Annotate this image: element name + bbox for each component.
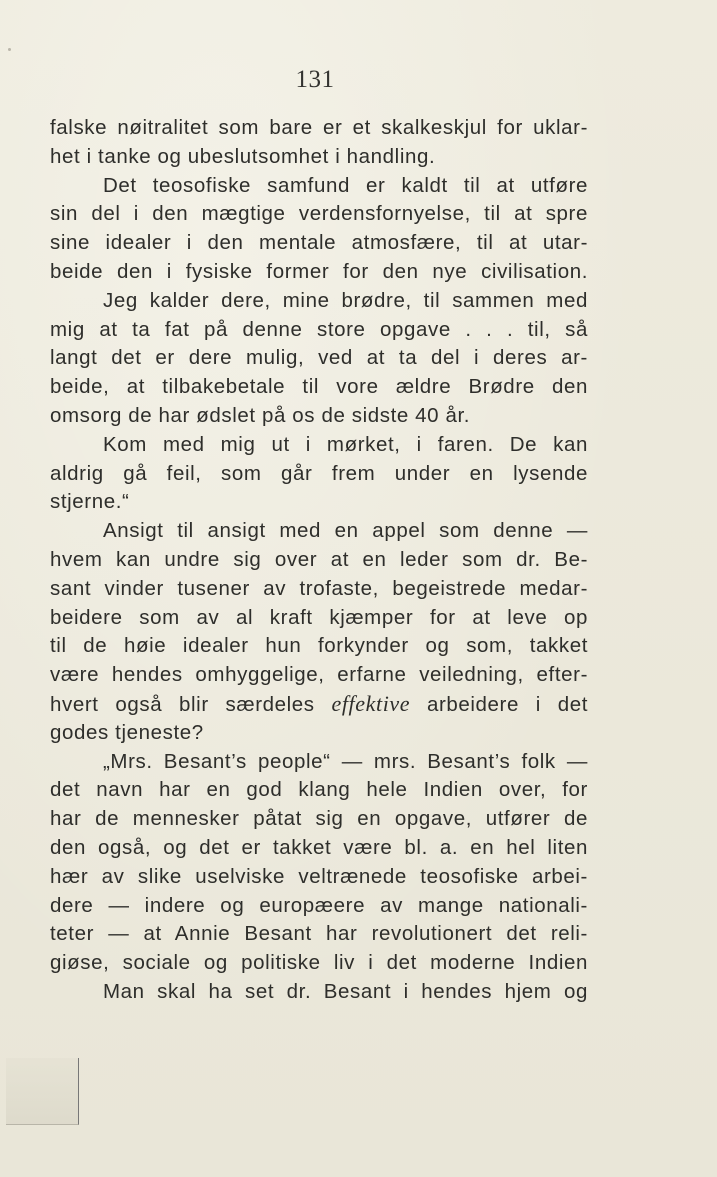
scan-corner-mark: [6, 1058, 79, 1125]
text-line: beide den i fysiske former for den nye civilisation.: [50, 259, 588, 283]
body-text: [50, 114, 588, 1007]
text-line: beidere som av al kraft kjæmper for at leve op: [50, 605, 588, 629]
text-line: sine idealer i den mentale atmosfære, til at utar-: [50, 231, 588, 255]
text-line: falske nøitralitet som bare er et skalkeskjul for uklar-: [50, 116, 588, 139]
text-line: være hendes omhyggelige, erfarne veiledning, efter-: [50, 663, 588, 687]
text-line: stjerne.“: [50, 490, 130, 514]
text-line: sin del i den mægtige verdensfornyelse, til at spre: [50, 202, 588, 226]
page-number: 131: [295, 66, 335, 93]
text-line: Jeg kalder dere, mine brødre, til sammen med: [103, 288, 588, 312]
text-line: mig at ta fat på denne store opgave . . . til, så: [50, 317, 588, 341]
paper-speck: [8, 48, 11, 51]
text-line: Man skal ha set dr. Besant i hendes hjem og: [103, 979, 588, 1003]
text-line: til de høie idealer hun forkynder og som, takket: [50, 634, 588, 658]
text-line: omsorg de har ødslet på os de sidste 40 år.: [50, 403, 471, 427]
text-line: godes tjeneste?: [50, 720, 204, 744]
text-line: beide, at tilbakebetale til vore ældre Brødre den: [50, 375, 588, 399]
text-line: hær av slike uselviske veltrænede teosofiske arbei-: [50, 864, 588, 888]
text-line: dere — indere og europæere av mange nationali-: [50, 893, 588, 917]
text-segment: hvert også blir særdeles: [50, 692, 315, 716]
text-line: giøse, sociale og politiske liv i det moderne Indien: [50, 951, 588, 975]
italic-word: effektive: [331, 690, 411, 716]
text-line: langt det er dere mulig, ved at ta del i deres ar-: [50, 346, 588, 370]
text-segment: arbeidere i det: [426, 692, 589, 716]
text-line: hvem kan undre sig over at en leder som dr. Be-: [50, 547, 588, 571]
text-line-emphasis: [50, 690, 588, 719]
text-line: aldrig gå feil, som går frem under en lysende: [50, 461, 588, 485]
text-line: Ansigt til ansigt med en appel som denne —: [103, 519, 588, 543]
text-line: har de mennesker påtat sig en opgave, utfører de: [50, 807, 588, 831]
text-line: „Mrs. Besant’s people“ — mrs. Besant’s folk —: [103, 749, 588, 773]
text-line: Kom med mig ut i mørket, i faren. De kan: [103, 432, 588, 456]
text-line: het i tanke og ubeslutsomhet i handling.: [50, 144, 436, 168]
text-line: den også, og det er takket være bl. a. en hel liten: [50, 835, 588, 859]
text-line: det navn har en god klang hele Indien over, for: [50, 778, 588, 802]
text-line: teter — at Annie Besant har revolutionert det reli-: [50, 922, 588, 946]
text-line: sant vinder tusener av trofaste, begeistrede medar-: [50, 576, 588, 600]
text-line: Det teosofiske samfund er kaldt til at utføre: [103, 173, 588, 197]
